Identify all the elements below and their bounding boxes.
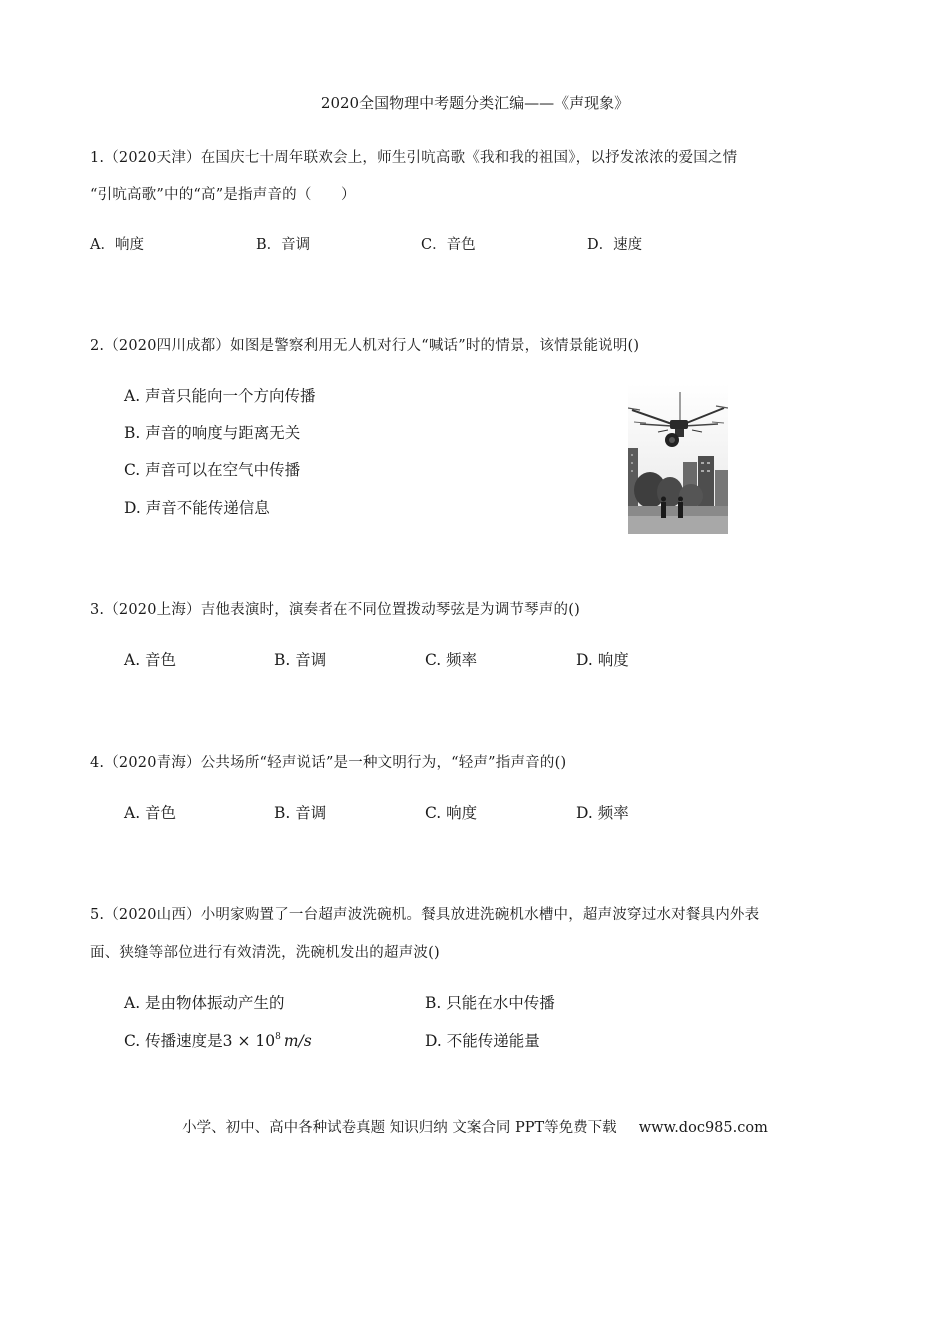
q5-option-c-exponent: 8 <box>275 1032 281 1042</box>
footer-url[interactable]: www.doc985.com <box>638 1120 768 1136</box>
q2-option-d: D. 声音不能传递信息 <box>124 499 270 517</box>
q5-option-c-base: 3 × 10 <box>222 1032 276 1050</box>
drone-photo-icon <box>628 384 728 534</box>
question-5-line-1: 5.（2020山西）小明家购置了一台超声波洗碗机。餐具放进洗碗机水槽中，超声波穿过水对餐具内外表 <box>90 907 760 923</box>
q2-option-b: B. 声音的响度与距离无关 <box>124 424 301 442</box>
q5-option-c <box>124 1029 312 1051</box>
q5-option-c-unit: m/s <box>283 1032 312 1050</box>
q5-option-b: B. 只能在水中传播 <box>425 994 555 1012</box>
question-2-text: 2.（2020四川成都）如图是警察利用无人机对行人“喊话”时的情景，该情景能说明() <box>90 338 640 354</box>
q5-option-a: A. 是由物体振动产生的 <box>124 994 285 1012</box>
question-4-text: 4.（2020青海）公共场所“轻声说话”是一种文明行为，“轻声”指声音的() <box>90 755 567 771</box>
footer-text: 小学、初中、高中各种试卷真题 知识归纳 文案合同 PPT等免费下载 <box>182 1120 617 1136</box>
q1-option-d: D．速度 <box>587 237 643 253</box>
question-3-text: 3.（2020上海）吉他表演时，演奏者在不同位置拨动琴弦是为调节琴声的() <box>90 602 580 618</box>
q4-option-d: D. 频率 <box>576 804 629 822</box>
question-5-line-2: 面、狭缝等部位进行有效清洗，洗碗机发出的超声波() <box>90 945 440 961</box>
q3-option-c: C. 频率 <box>425 651 478 669</box>
question-1-line-1: 1.（2020天津）在国庆七十周年联欢会上，师生引吭高歌《我和我的祖国》，以抒发浓浓的爱国之情 <box>90 150 738 166</box>
q4-option-a: A. 音色 <box>124 804 177 822</box>
page-title: 2020全国物理中考题分类汇编——《声现象》 <box>320 94 630 112</box>
q1-option-c: C．音色 <box>421 237 476 253</box>
q2-option-c: C. 声音可以在空气中传播 <box>124 461 301 479</box>
footer <box>0 1116 950 1137</box>
q3-option-a: A. 音色 <box>124 651 177 669</box>
q3-option-d: D. 响度 <box>576 651 629 669</box>
q5-option-d: D. 不能传递能量 <box>425 1032 540 1050</box>
q3-option-b: B. 音调 <box>274 651 327 669</box>
question-1-line-2: “引吭高歌”中的“高”是指声音的（ ） <box>90 187 356 203</box>
q4-option-b: B. 音调 <box>274 804 327 822</box>
q4-option-c: C. 响度 <box>425 804 478 822</box>
q2-option-a: A. 声音只能向一个方向传播 <box>124 387 316 405</box>
q1-option-a: A．响度 <box>90 237 144 253</box>
q1-option-b: B．音调 <box>256 237 311 253</box>
q5-option-c-prefix: C. 传播速度是 <box>124 1032 223 1050</box>
